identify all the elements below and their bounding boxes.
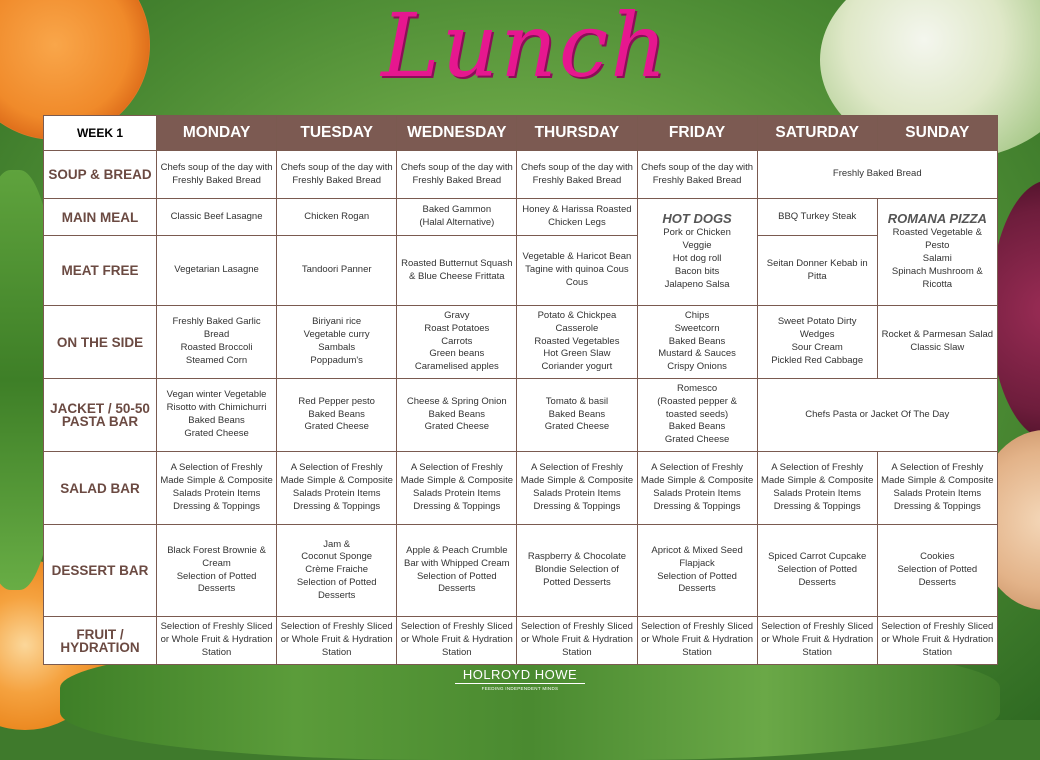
cell-line: Romesco bbox=[677, 383, 718, 394]
day-header: SATURDAY bbox=[757, 116, 877, 151]
menu-cell bbox=[157, 306, 277, 379]
menu-cell bbox=[517, 379, 637, 452]
cell-line: Roasted Vegetables bbox=[534, 335, 620, 347]
menu-cell: Freshly Baked Bread bbox=[757, 151, 997, 199]
cell-line: Selection of Potted Desserts bbox=[296, 576, 377, 601]
holroyd-howe-logo bbox=[455, 667, 585, 691]
row-label: SOUP & BREAD bbox=[44, 151, 157, 199]
salad-bar-row bbox=[44, 452, 998, 525]
menu-cell: Vegetarian Lasagne bbox=[157, 236, 277, 306]
cell-line: Sour Cream bbox=[791, 342, 843, 353]
soup-row bbox=[44, 151, 998, 199]
cell-line: Baked Beans bbox=[428, 408, 486, 420]
menu-cell: Classic Beef Lasagne bbox=[157, 199, 277, 236]
cell-line: Baked Gammon (Halal Alternative) bbox=[419, 204, 495, 228]
menu-cell: Chefs soup of the day with Freshly Baked Bread bbox=[277, 151, 397, 199]
cell-line: Pork or Chicken bbox=[663, 227, 731, 239]
cell-line: Bacon bits bbox=[674, 265, 720, 277]
cell-line: Raspberry & Chocolate Blondie Selection of Potted Desserts bbox=[527, 551, 627, 588]
special-heading: HOT DOGS bbox=[662, 210, 732, 226]
menu-cell bbox=[517, 306, 637, 379]
cell-line: Sweetcorn bbox=[674, 322, 720, 334]
cell-line: Mustard & Sauces bbox=[658, 348, 736, 360]
cell-line: Black Forest Brownie & Cream bbox=[167, 544, 266, 569]
menu-cell: A Selection of Freshly Made Simple & Composite Salads Protein Items Dressing & Toppings bbox=[757, 452, 877, 525]
row-label: MEAT FREE bbox=[44, 236, 157, 306]
menu-cell: A Selection of Freshly Made Simple & Composite Salads Protein Items Dressing & Toppings bbox=[277, 452, 397, 525]
cell-line: Pickled Red Cabbage bbox=[771, 354, 864, 366]
cell-line: Spinach Mushroom & Ricotta bbox=[891, 265, 983, 290]
menu-cell: Selection of Freshly Sliced or Whole Fruit & Hydration Station bbox=[757, 617, 877, 665]
cell-line: Potato & Chickpea Casserole bbox=[537, 310, 617, 334]
row-label: ON THE SIDE bbox=[44, 306, 157, 379]
page-title: Lunch bbox=[381, 0, 669, 97]
menu-cell: Roasted Butternut Squash & Blue Cheese Frittata bbox=[397, 236, 517, 306]
cell-line: Chips bbox=[684, 310, 710, 321]
menu-cell: Selection of Freshly Sliced or Whole Fruit & Hydration Station bbox=[517, 617, 637, 665]
fruit-hydration-row bbox=[44, 617, 998, 665]
lunch-menu-table bbox=[43, 115, 998, 665]
cell-line: Carrots bbox=[441, 335, 473, 347]
cell-line: Cheese & Spring Onion bbox=[406, 395, 507, 407]
on-the-side-row bbox=[44, 306, 998, 379]
cell-line: Selection of Potted Desserts bbox=[777, 564, 858, 588]
jacket-pasta-row bbox=[44, 379, 998, 452]
cell-line: Grated Cheese bbox=[184, 427, 249, 439]
cell-line: Spiced Carrot Cupcake bbox=[768, 551, 867, 563]
cell-line: Jalapeno Salsa bbox=[664, 278, 730, 290]
cell-line: Selection of Potted Desserts bbox=[657, 570, 737, 595]
cell-line: Selection of Potted Desserts bbox=[176, 570, 257, 595]
menu-cell bbox=[757, 306, 877, 379]
sunday-special-cell bbox=[877, 199, 997, 306]
friday-special-cell bbox=[637, 199, 757, 306]
menu-cell: Selection of Freshly Sliced or Whole Fruit & Hydration Station bbox=[277, 617, 397, 665]
cell-line: Vegetable curry bbox=[303, 329, 370, 341]
special-heading: ROMANA PIZZA bbox=[887, 210, 987, 226]
cell-line: Steamed Corn bbox=[185, 354, 248, 366]
cell-line: Apricot & Mixed Seed Flapjack bbox=[651, 544, 743, 569]
row-label: JACKET / 50-50 PASTA BAR bbox=[44, 379, 157, 452]
cell-line: Caramelised apples bbox=[414, 361, 499, 373]
cell-line: Vegan winter Vegetable Risotto with Chimichurri bbox=[166, 389, 267, 414]
cell-line: Hot dog roll bbox=[672, 253, 722, 264]
cell-line: (Roasted pepper & toasted seeds) bbox=[657, 395, 737, 420]
menu-cell: Tandoori Panner bbox=[277, 236, 397, 306]
menu-cell: Selection of Freshly Sliced or Whole Fruit & Hydration Station bbox=[637, 617, 757, 665]
day-header: MONDAY bbox=[157, 116, 277, 151]
cell-line: Hot Green Slaw bbox=[543, 348, 611, 360]
cell-line: Jam & bbox=[323, 538, 351, 550]
cell-line: Roasted Broccoli bbox=[180, 342, 253, 353]
logo-name: HOLROYD HOWE bbox=[455, 667, 585, 684]
menu-cell: Selection of Freshly Sliced or Whole Fruit & Hydration Station bbox=[397, 617, 517, 665]
day-header: SUNDAY bbox=[877, 116, 997, 151]
menu-cell: Seitan Donner Kebab in Pitta bbox=[757, 236, 877, 306]
day-header: FRIDAY bbox=[637, 116, 757, 151]
day-header: WEDNESDAY bbox=[397, 116, 517, 151]
menu-cell bbox=[157, 525, 277, 617]
menu-cell bbox=[397, 199, 517, 236]
cell-line: Baked Beans bbox=[668, 335, 726, 347]
menu-cell bbox=[397, 306, 517, 379]
cell-line: Crispy Onions bbox=[667, 361, 727, 373]
menu-cell bbox=[877, 525, 997, 617]
menu-cell bbox=[637, 525, 757, 617]
menu-cell bbox=[757, 525, 877, 617]
cell-line: Classic Slaw bbox=[910, 342, 965, 353]
menu-cell: Vegetable & Haricot Bean Tagine with quinoa Cous Cous bbox=[517, 236, 637, 306]
cell-line: Poppadum's bbox=[310, 354, 363, 366]
cell-line: Baked Beans bbox=[668, 421, 726, 433]
menu-cell: Chicken Rogan bbox=[277, 199, 397, 236]
cell-line: Sweet Potato Dirty Wedges bbox=[777, 316, 857, 341]
cell-line: Coriander yogurt bbox=[541, 361, 613, 373]
cell-line: Baked Beans bbox=[548, 408, 606, 420]
cell-line: Sambals bbox=[318, 342, 356, 353]
cell-line: Rocket & Parmesan Salad bbox=[881, 329, 994, 341]
cell-line: Roasted Vegetable & Pesto bbox=[892, 227, 982, 252]
menu-cell: Selection of Freshly Sliced or Whole Fruit & Hydration Station bbox=[877, 617, 997, 665]
cell-line: Grated Cheese bbox=[424, 421, 490, 433]
cell-line: Coconut Sponge bbox=[301, 551, 373, 563]
cell-line: Salami bbox=[922, 253, 952, 264]
row-label: FRUIT / HYDRATION bbox=[44, 617, 157, 665]
cell-line: Biriyani rice bbox=[312, 316, 362, 328]
menu-cell bbox=[397, 525, 517, 617]
cell-line: Gravy bbox=[444, 310, 470, 321]
menu-cell: Selection of Freshly Sliced or Whole Fruit & Hydration Station bbox=[157, 617, 277, 665]
logo-tagline: FEEDING INDEPENDENT MINDS bbox=[481, 686, 559, 691]
menu-cell: A Selection of Freshly Made Simple & Composite Salads Protein Items Dressing & Toppings bbox=[157, 452, 277, 525]
menu-cell bbox=[877, 306, 997, 379]
menu-cell bbox=[517, 525, 637, 617]
cell-line: Red Pepper pesto bbox=[298, 395, 375, 407]
cell-line: Veggie bbox=[682, 240, 712, 252]
menu-cell: Chefs soup of the day with Freshly Baked Bread bbox=[637, 151, 757, 199]
day-header: THURSDAY bbox=[517, 116, 637, 151]
menu-cell: Chefs soup of the day with Freshly Baked Bread bbox=[397, 151, 517, 199]
cell-line: Grated Cheese bbox=[304, 421, 369, 433]
day-header-row bbox=[44, 116, 998, 151]
menu-cell bbox=[397, 379, 517, 452]
cell-line: Grated Cheese bbox=[664, 434, 730, 446]
cell-line: Roast Potatoes bbox=[424, 322, 490, 334]
cell-line: Grated Cheese bbox=[544, 421, 610, 433]
cell-line: Baked Beans bbox=[188, 415, 245, 426]
main-meal-row bbox=[44, 199, 998, 236]
row-label: MAIN MEAL bbox=[44, 199, 157, 236]
menu-cell bbox=[277, 306, 397, 379]
menu-cell: A Selection of Freshly Made Simple & Composite Salads Protein Items Dressing & Toppings bbox=[397, 452, 517, 525]
menu-cell bbox=[637, 379, 757, 452]
menu-cell: Honey & Harissa Roasted Chicken Legs bbox=[517, 199, 637, 236]
cell-line: Green beans bbox=[429, 348, 485, 360]
menu-cell: A Selection of Freshly Made Simple & Composite Salads Protein Items Dressing & Toppings bbox=[637, 452, 757, 525]
menu-cell: Chefs Pasta or Jacket Of The Day bbox=[757, 379, 997, 452]
week-label: WEEK 1 bbox=[44, 116, 157, 151]
cell-line: Cookies bbox=[920, 551, 955, 563]
cell-line: Tomato & basil bbox=[545, 395, 609, 407]
menu-cell: Chefs soup of the day with Freshly Baked Bread bbox=[157, 151, 277, 199]
cell-line: Baked Beans bbox=[308, 408, 365, 420]
row-label: DESSERT BAR bbox=[44, 525, 157, 617]
row-label: SALAD BAR bbox=[44, 452, 157, 525]
cell-line: Selection of Potted Desserts bbox=[897, 564, 978, 588]
cell-line: Freshly Baked Garlic Bread bbox=[172, 316, 261, 341]
menu-cell bbox=[277, 379, 397, 452]
menu-cell bbox=[157, 379, 277, 452]
day-header: TUESDAY bbox=[277, 116, 397, 151]
menu-cell bbox=[277, 525, 397, 617]
menu-cell: BBQ Turkey Steak bbox=[757, 199, 877, 236]
cell-line: Apple & Peach Crumble Bar with Whipped Cream Selection of Potted Desserts bbox=[404, 544, 510, 595]
cell-line: Crème Fraiche bbox=[305, 564, 369, 576]
menu-cell: A Selection of Freshly Made Simple & Composite Salads Protein Items Dressing & Toppings bbox=[877, 452, 997, 525]
meat-free-row bbox=[44, 236, 998, 306]
dessert-bar-row bbox=[44, 525, 998, 617]
menu-cell: A Selection of Freshly Made Simple & Composite Salads Protein Items Dressing & Toppings bbox=[517, 452, 637, 525]
menu-cell: Chefs soup of the day with Freshly Baked Bread bbox=[517, 151, 637, 199]
menu-cell bbox=[637, 306, 757, 379]
